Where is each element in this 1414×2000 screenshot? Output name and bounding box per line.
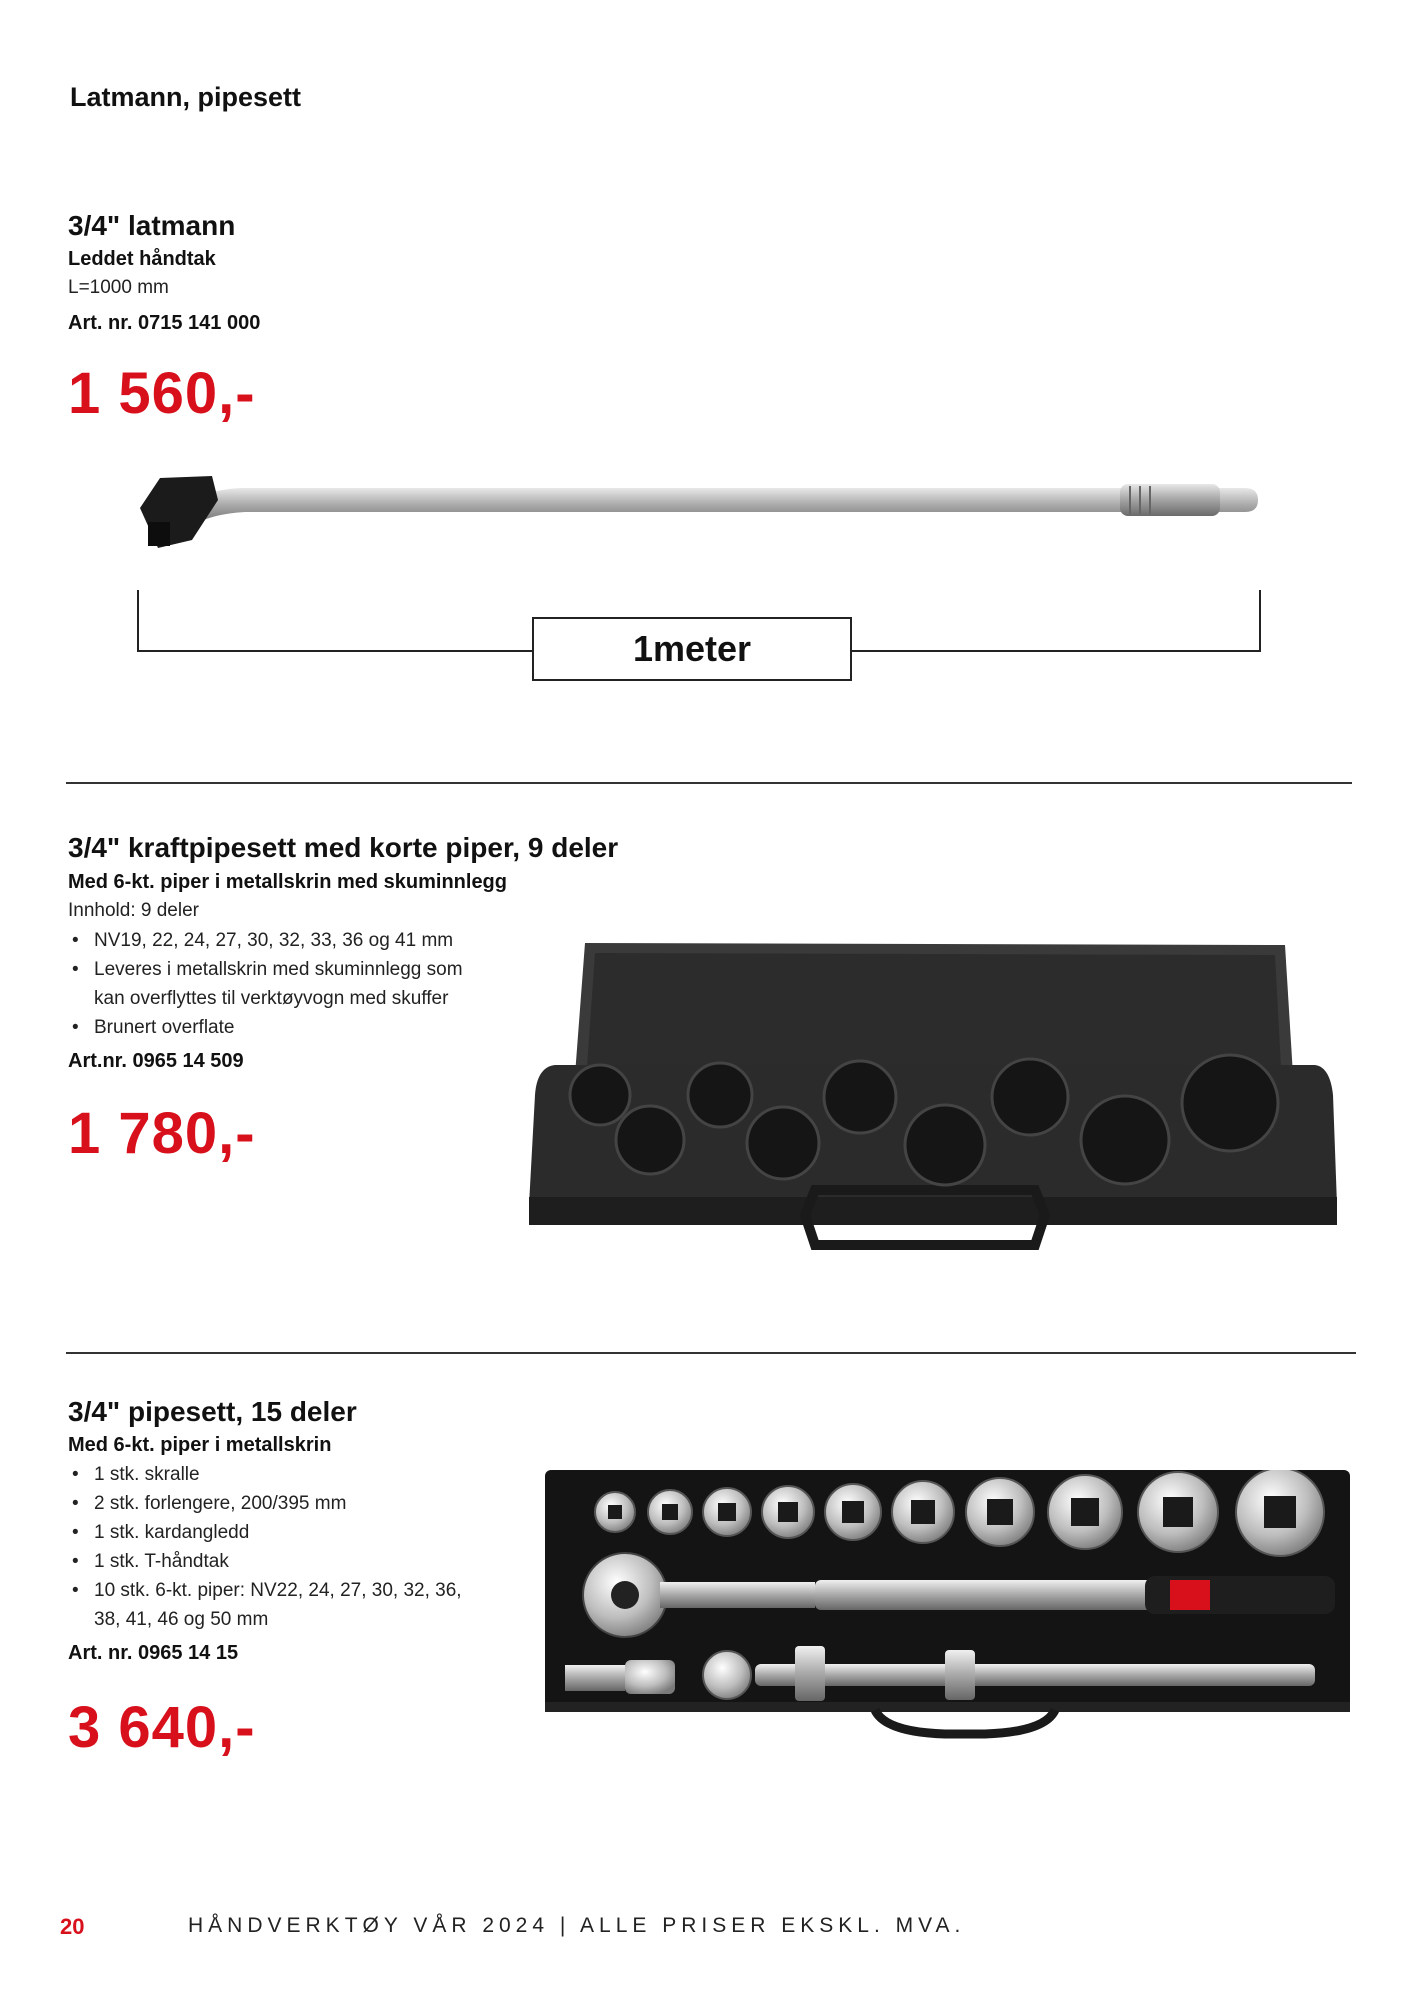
page-number: 20 (60, 1914, 85, 1939)
list-item: • 10 stk. 6-kt. piper: NV22, 24, 27, 30, 32, 36, 38, 41, 46 og 50 mm (68, 1576, 488, 1634)
product-title: 3/4" kraftpipesett med korte piper, 9 deler (68, 832, 619, 863)
product-title: 3/4" latmann (68, 210, 236, 241)
socket-case-image (515, 935, 1345, 1265)
page-heading: Latmann, pipesett (70, 82, 302, 112)
divider (66, 1352, 1356, 1354)
socket-set-image (545, 1470, 1360, 1760)
list-item: • 1 stk. skralle (68, 1460, 488, 1489)
ratchet-handle-image (130, 460, 1270, 570)
divider (66, 782, 1352, 784)
product-title: 3/4" pipesett, 15 deler (68, 1396, 357, 1427)
product-spec: Innhold: 9 deler (68, 900, 199, 921)
price: 1 780,- (68, 1101, 256, 1166)
footer-text: HÅNDVERKTØY VÅR 2024 | ALLE PRISER EKSKL. MVA. (188, 1914, 966, 1937)
price: 3 640,- (68, 1695, 256, 1760)
feature-list (68, 1460, 488, 1634)
product-subtitle: Med 6-kt. piper i metallskrin med skuminnlegg (68, 871, 507, 893)
list-item: • Leveres i metallskrin med skuminnlegg som kan overflyttes til verktøyvogn med skuffer (68, 955, 488, 1013)
list-item: • NV19, 22, 24, 27, 30, 32, 33, 36 og 41 mm (68, 926, 488, 955)
article-number: Art. nr. 0715 141 000 (68, 312, 261, 334)
product-subtitle: Med 6-kt. piper i metallskrin (68, 1434, 332, 1456)
measure-label: 1meter (532, 617, 852, 681)
list-item: • Brunert overflate (68, 1013, 488, 1042)
feature-list (68, 926, 488, 1042)
list-item: • 1 stk. T-håndtak (68, 1547, 488, 1576)
product-subtitle: Leddet håndtak (68, 248, 216, 270)
article-number: Art.nr. 0965 14 509 (68, 1050, 244, 1072)
product-spec: L=1000 mm (68, 277, 169, 298)
list-item: • 2 stk. forlengere, 200/395 mm (68, 1489, 488, 1518)
article-number: Art. nr. 0965 14 15 (68, 1642, 239, 1664)
list-item: • 1 stk. kardangledd (68, 1518, 488, 1547)
price: 1 560,- (68, 361, 256, 426)
